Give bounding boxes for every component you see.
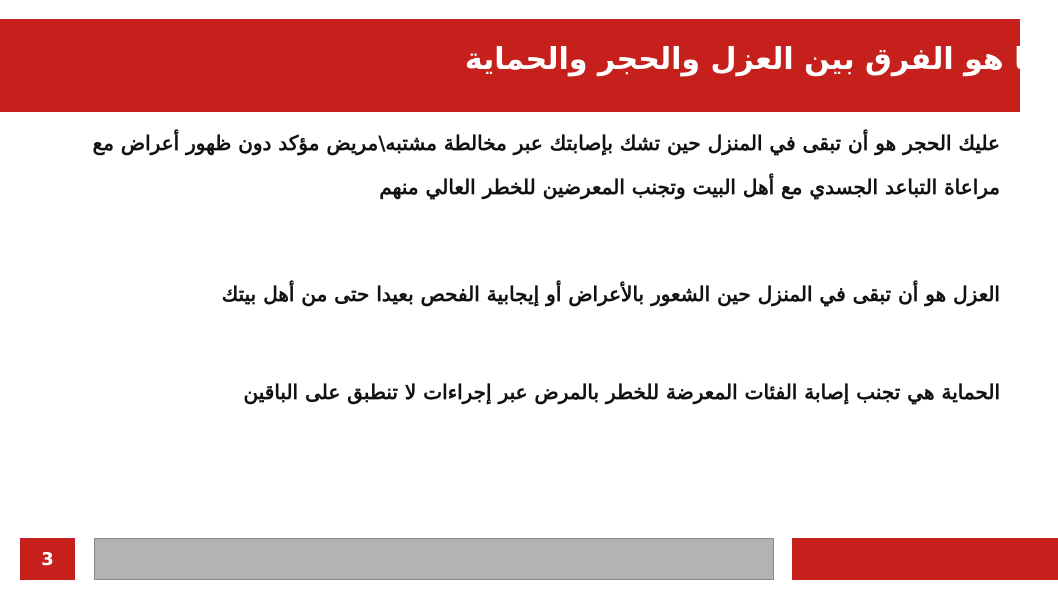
paragraph-quarantine: عليك الحجر هو أن تبقى في المنزل حين تشك بإصابتك عبر مخالطة مشتبه\مريض مؤكد دون ظهور أعراض مع مراعاة التباعد الجسدي مع أهل البيت وتجنب المعرضين للخطر العالي منهم bbox=[92, 131, 1000, 199]
page-number-badge bbox=[20, 538, 75, 580]
page-number: 3 bbox=[41, 548, 54, 570]
paragraph-isolation: العزل هو أن تبقى في المنزل حين الشعور بالأعراض أو إيجابية الفحص بعيدا حتى من أهل بيتك bbox=[221, 282, 1000, 306]
paragraph-protection: الحماية هي تجنب إصابة الفئات المعرضة للخطر بالمرض عبر إجراءات لا تنطبق على الباقين bbox=[243, 380, 1000, 404]
slide-title: ما هو الفرق بين العزل والحجر والحماية bbox=[464, 42, 1044, 77]
footer-red-bar bbox=[792, 538, 1058, 580]
footer-gray-bar bbox=[94, 538, 774, 580]
